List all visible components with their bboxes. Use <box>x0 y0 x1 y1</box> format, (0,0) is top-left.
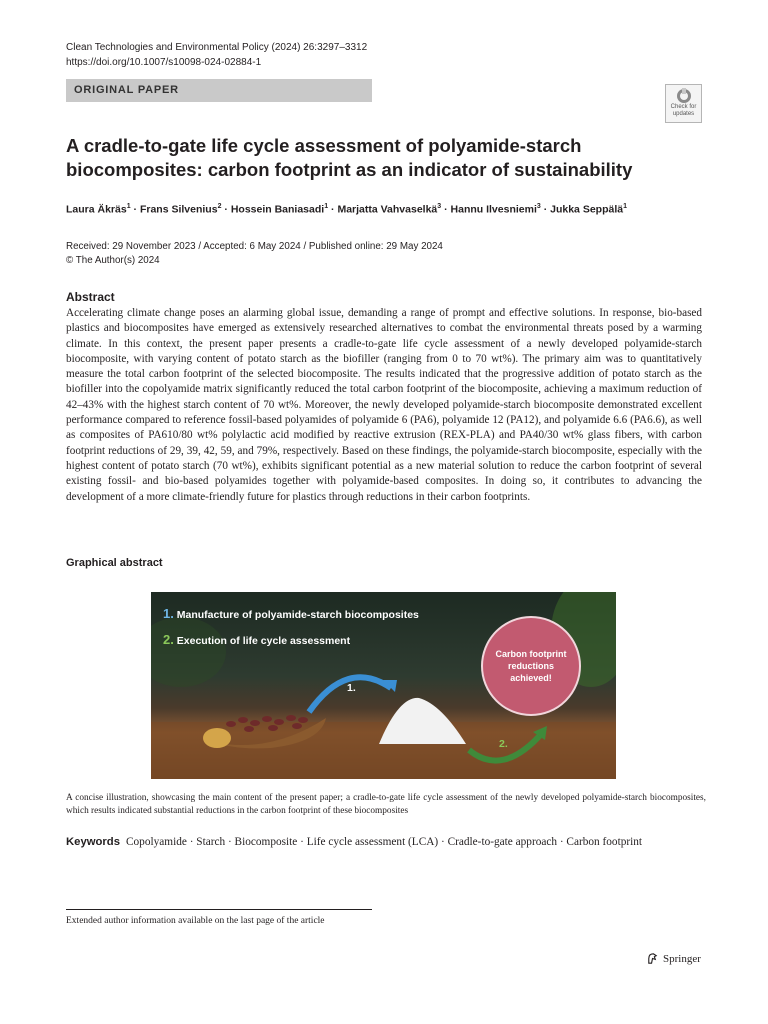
author-affiliation-4: 3 <box>437 203 442 210</box>
check-for-updates-icon <box>676 88 692 104</box>
check-updates-line1: Check for <box>670 104 697 110</box>
abstract-heading: Abstract <box>66 290 115 304</box>
graphical-abstract-image <box>151 592 616 779</box>
keywords <box>66 834 706 850</box>
check-updates-line2: updates <box>672 111 695 117</box>
publication-dates <box>66 240 443 268</box>
author-name[interactable]: Marjatta Vahvaselkä <box>337 203 438 216</box>
author-affiliation-1: 1 <box>126 203 131 210</box>
ga-step-2-label: Execution of life cycle assessment <box>176 635 351 647</box>
author-info-footnote: Extended author information available on the last page of the article <box>66 916 325 926</box>
author-name[interactable]: Frans Silvenius <box>139 203 218 216</box>
author-name[interactable]: Hossein Baniasadi <box>230 203 325 216</box>
starch-pile <box>379 698 466 744</box>
ga-step-1-number: 1. <box>163 606 174 621</box>
author-list: Laura Äkräs$^1$ · Frans Silvenius$^2$ · Hossein Baniasadi$^1$ · Marjatta Vahvaselkä$^3$ · Hannu Ilvesniemi$^3$ · Jukka Seppälä$^1$ <box>66 203 627 216</box>
author-affiliation-5: 3 <box>536 203 541 210</box>
keywords-list: Copolyamide · Starch · Biocomposite · Life cycle assessment (LCA) · Cradle-to-gate approach · Carbon footprint <box>126 836 643 848</box>
springer-logo <box>646 952 701 965</box>
article-title: A cradle-to-gate life cycle assessment of polyamide-starch biocomposites: carbon footprint as an indicator of sustainability <box>66 135 633 180</box>
author-name[interactable]: Laura Äkräs <box>66 203 127 216</box>
graphical-abstract-caption: A concise illustration, showcasing the main content of the present paper; a cradle-to-gate life cycle assessment of the newly developed polyamide-starch biocomposites, which results indicated substantial reductions in the carbon footprint of these biocomposites <box>66 793 706 816</box>
copyright-notice: © The Author(s) 2024 <box>66 255 160 266</box>
ga-step-2 <box>163 632 350 647</box>
ga-step-1-label: Manufacture of polyamide-starch biocomposites <box>176 609 419 621</box>
graphical-abstract-heading: Graphical abstract <box>66 557 163 569</box>
arrow-2-label: 2. <box>499 738 508 750</box>
article-type-badge: ORIGINAL PAPER <box>66 79 372 102</box>
arrow-1-label: 1. <box>347 682 356 694</box>
publication-history: Received: 29 November 2023 / Accepted: 6 May 2024 / Published online: 29 May 2024 <box>66 241 443 252</box>
author-affiliation-2: 2 <box>217 203 222 210</box>
ga-step-1 <box>163 606 419 621</box>
check-for-updates-button[interactable] <box>665 84 702 123</box>
journal-header <box>66 40 367 70</box>
author-affiliation-6: 1 <box>623 203 627 210</box>
abstract-text: Accelerating climate change poses an alarming global issue, demanding a range of prompt and effective solutions. In response, bio-based plastics and biocomposites have emerged as extensively researched alternatives to combat the environmental threats posed by a warming climate. In this context, the present paper presents a cradle-to-gate life cycle assessment of a newly developed polyamide-starch biocomposite, with varying content of potato starch as the biofiller (ranging from 0 to 70 wt%). The primary aim was to quantitatively measure the total carbon footprint of the selected biocomposite. The results indicated that the progressive addition of potato starch as the biofiller into the copolyamide matrix significantly reduced the total carbon footprint of the biocomposite, achieving a maximum reduction of 42–43% with the highest starch content of 70 wt%. Moreover, the newly developed polyamide-starch biocomposite demonstrated excellent performance compared to reference fossil-based polyamides of polyamide 6 (PA6), polyamide 12 (PA12), and polyamide 6.6 (PA6.6), as well as composites of PA610/80 wt% polylactic acid modified by reactive extrusion (REX-PLA) and PA40/30 wt% glass fibers, with carbon footprint reductions of 29, 39, 42, 59, and 79%, respectively. Based on these findings, the polyamide-starch biocomposite, especially with the highest content of potato starch (70 wt%), exhibits significant potential as a new material solution to reduce the carbon footprint of several existing fossil- and bio-based polyamides together with polyamide-based composites. In doing so, it contributes to advancing the development of a more climate-friendly future for plastics through reductions in their carbon footprints. <box>66 307 702 503</box>
doi-link[interactable]: https://doi.org/10.1007/s10098-024-02884-1 <box>66 57 262 68</box>
carbon-footprint-circle: Carbon footprint reductions achieved! <box>481 616 581 716</box>
ga-step-2-number: 2. <box>163 632 174 647</box>
author-affiliation-3: 1 <box>324 203 329 210</box>
author-name[interactable]: Jukka Seppälä <box>550 203 624 216</box>
journal-citation: Clean Technologies and Environmental Policy (2024) 26:3297–3312 <box>66 42 368 53</box>
background-foliage-dark <box>151 617 226 687</box>
footnote-divider <box>66 909 372 910</box>
potato <box>203 728 231 748</box>
springer-horse-icon <box>646 952 659 965</box>
publisher-name: Springer <box>663 952 701 965</box>
author-name[interactable]: Hannu Ilvesniemi <box>450 203 537 216</box>
keywords-label: Keywords <box>66 836 120 848</box>
